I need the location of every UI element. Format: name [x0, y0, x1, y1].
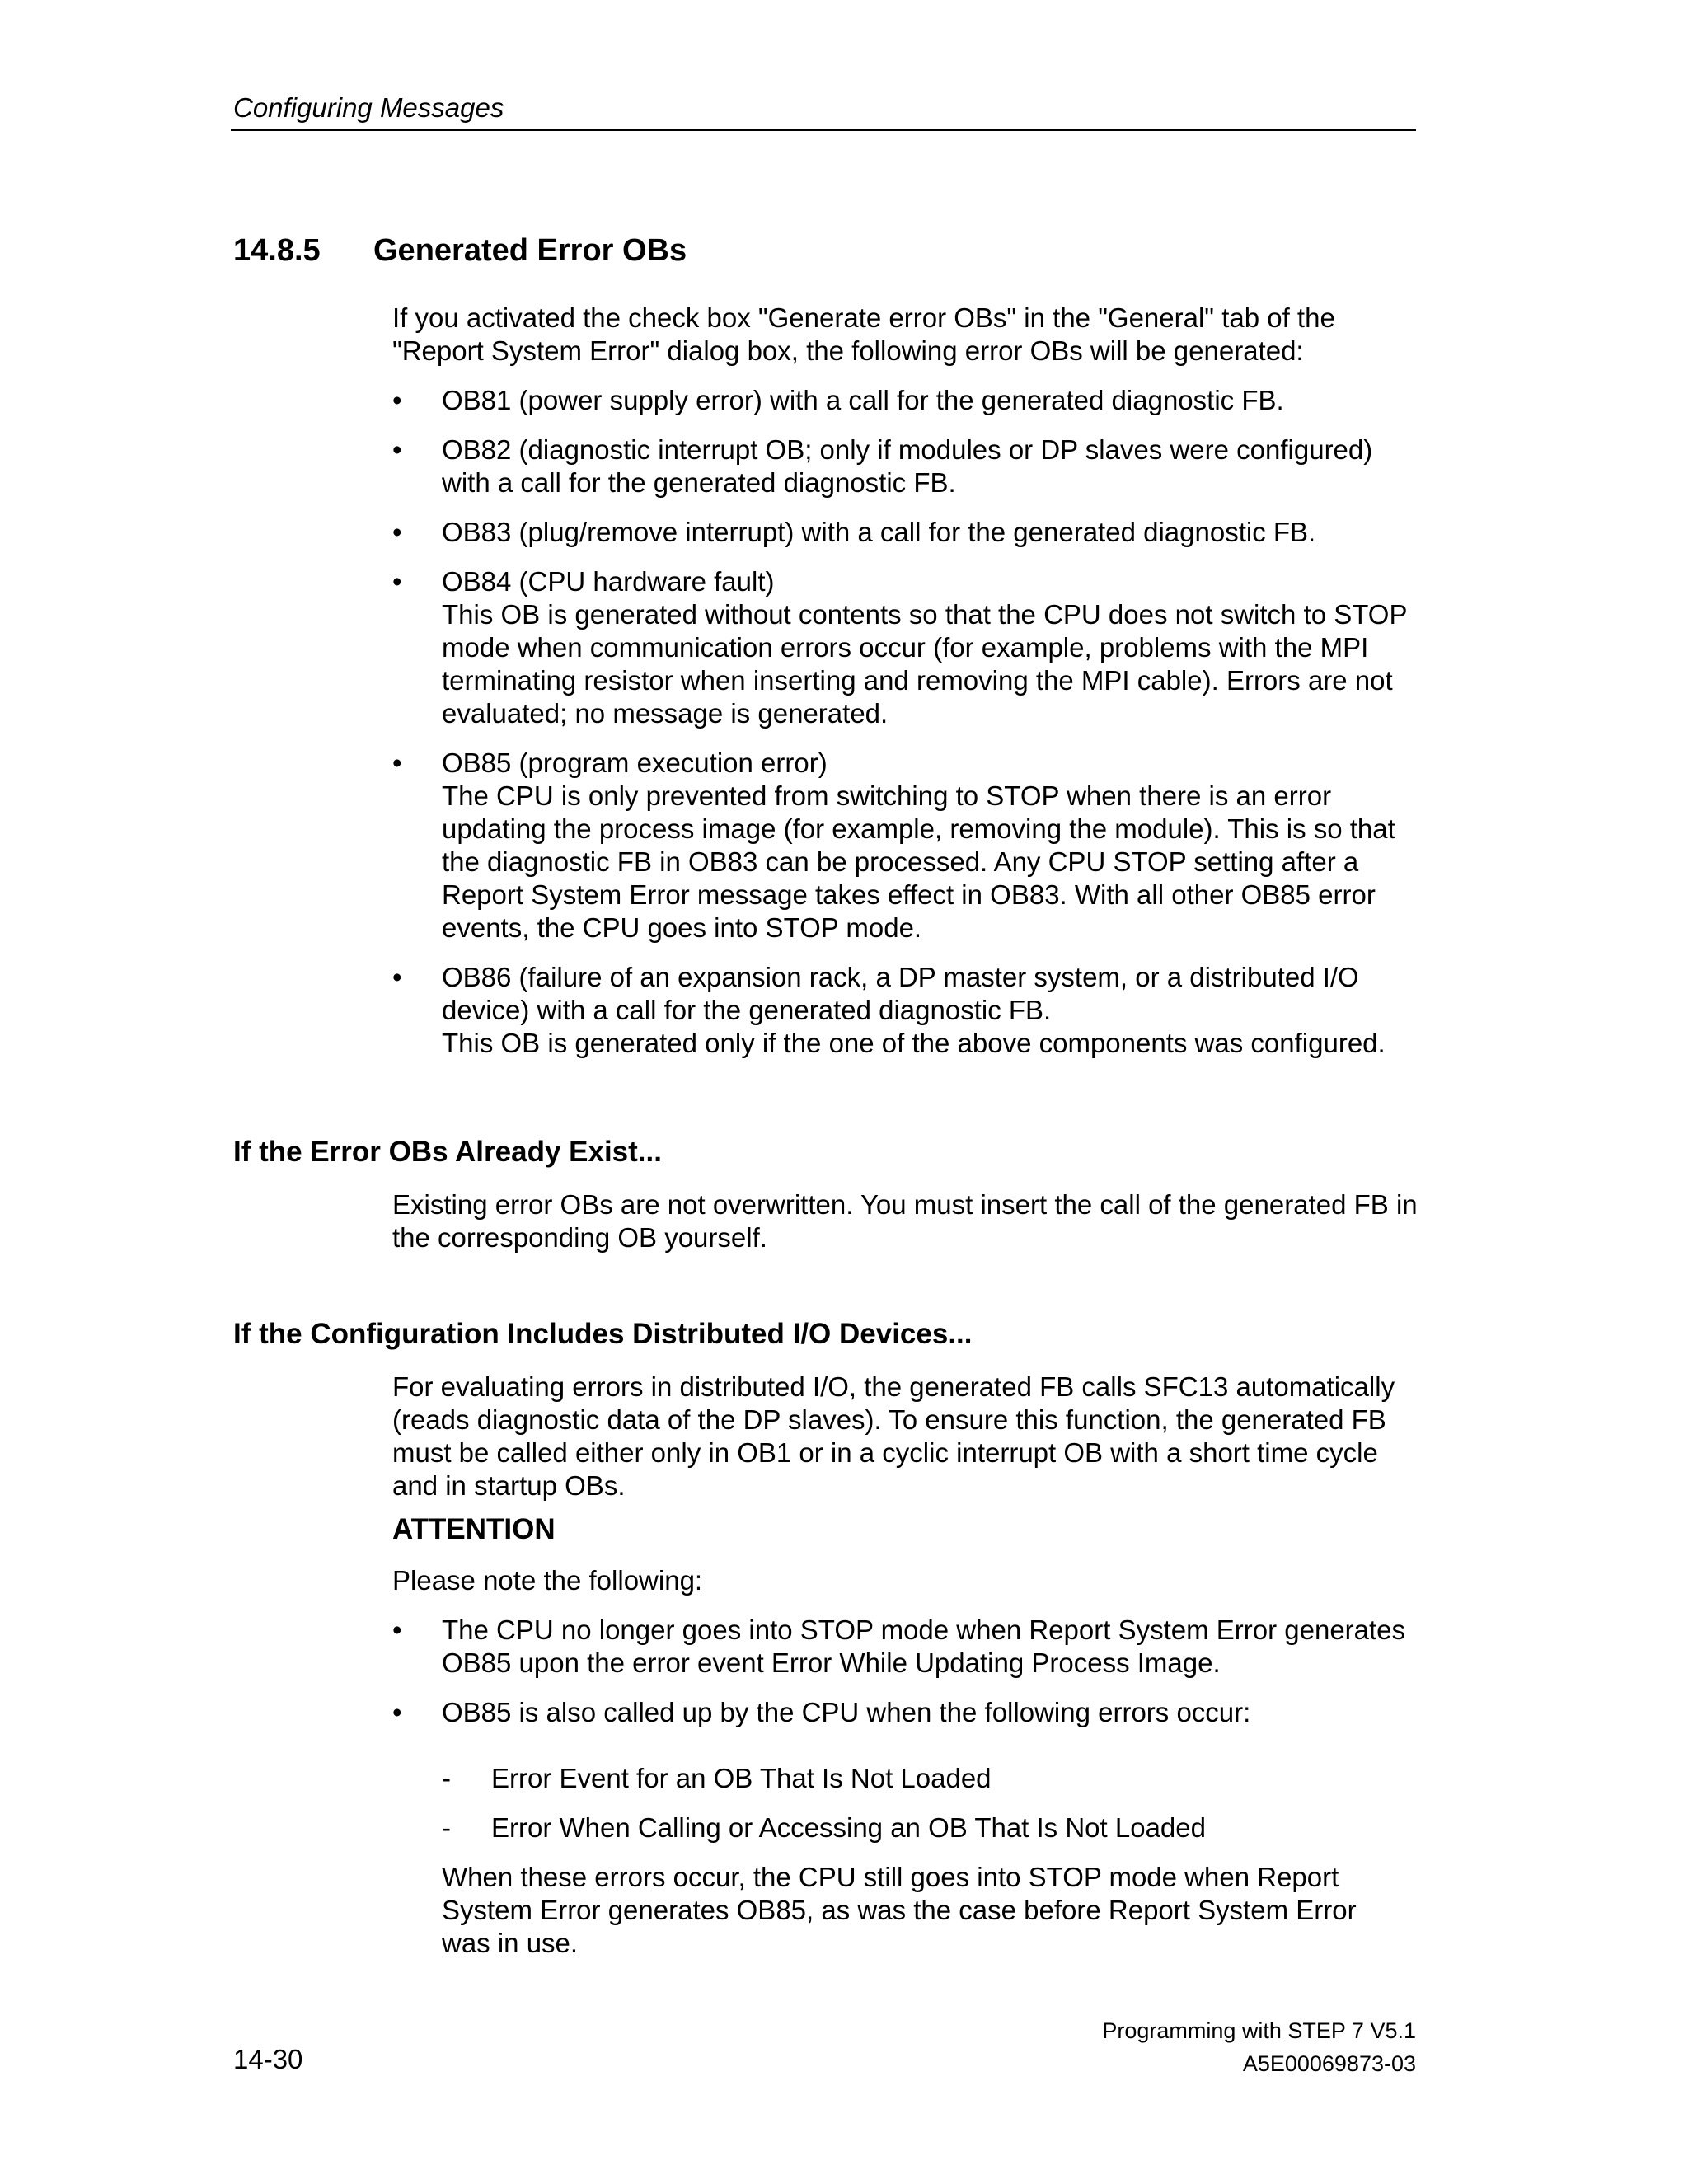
manual-title: Programming with STEP 7 V5.1 — [1102, 2018, 1416, 2043]
dash-icon: - — [442, 1763, 451, 1793]
list-item-detail: The CPU is only prevented from switching to STOP when there is an error updating the process image (for example, removing the module). This is so that the diagnostic FB in OB83 can be processed. Any CPU STOP setting after a Report System Error message takes effect in OB83. With all other OB85 error events, the CPU goes into STOP mode. — [442, 780, 1395, 943]
list-item — [392, 565, 1423, 730]
exist-text: Existing error OBs are not overwritten. You must insert the call of the generated FB in the corresponding OB yourself. — [392, 1189, 1418, 1253]
section-heading — [233, 233, 687, 269]
list-item-text: OB81 (power supply error) with a call for the generated diagnostic FB. — [442, 385, 1284, 415]
bullet-icon: • — [392, 748, 402, 778]
list-item-detail: This OB is generated without contents so that the CPU does not switch to STOP mode when communication errors occur (for example, problems with the MPI terminating resistor when inserting and removing the MPI cable). Errors are not evaluated; no message is generated. — [442, 599, 1407, 729]
distributed-text: For evaluating errors in distributed I/O, the generated FB calls SFC13 automatically (reads diagnostic data of the DP slaves). To ensure this function, the generated FB must be called either only in OB1 or in a cyclic interrupt OB with a short time cycle and in startup OBs. — [392, 1371, 1395, 1501]
list-item-text: OB85 (program execution error) — [442, 748, 828, 778]
list-item-text: OB85 is also called up by the CPU when the following errors occur: — [442, 1697, 1251, 1727]
bullet-icon: • — [392, 1697, 402, 1727]
header-divider — [231, 129, 1416, 131]
attention-label: ATTENTION — [392, 1513, 556, 1545]
bullet-icon: • — [392, 962, 402, 992]
attention-list — [392, 1614, 1423, 1746]
error-ob-list — [392, 384, 1423, 1076]
list-item-text: The CPU no longer goes into STOP mode when Report System Error generates OB85 upon the error event Error While Updating Process Image. — [442, 1615, 1406, 1678]
section-number: 14.8.5 — [233, 233, 321, 268]
list-item — [392, 1614, 1423, 1680]
page-number: 14-30 — [233, 2044, 303, 2074]
list-item — [392, 516, 1423, 549]
bullet-icon: • — [392, 517, 402, 547]
subheading-exist: If the Error OBs Already Exist... — [233, 1136, 662, 1168]
footer-info — [1102, 2014, 1416, 2080]
list-item — [392, 747, 1423, 944]
bullet-icon: • — [392, 566, 402, 597]
list-item-text: OB84 (CPU hardware fault) — [442, 566, 775, 597]
bullet-icon: • — [392, 385, 402, 415]
list-item — [392, 434, 1423, 499]
section-title: Generated Error OBs — [373, 233, 687, 268]
error-dash-list — [442, 1762, 1414, 1861]
document-id: A5E00069873-03 — [1242, 2051, 1416, 2076]
bullet-icon: • — [392, 434, 402, 465]
list-item-text: Error When Calling or Accessing an OB That Is Not Loaded — [491, 1812, 1206, 1843]
list-item-text: OB86 (failure of an expansion rack, a DP master system, or a distributed I/O device) with a call for the generated diagnostic FB. — [442, 962, 1359, 1025]
list-item-text: OB83 (plug/remove interrupt) with a call for the generated diagnostic FB. — [442, 517, 1316, 547]
list-item — [392, 961, 1423, 1060]
list-item — [442, 1762, 1414, 1795]
subheading-distributed: If the Configuration Includes Distributed I/O Devices... — [233, 1318, 973, 1350]
bullet-icon: • — [392, 1615, 402, 1645]
section-intro: If you activated the check box "Generate error OBs" in the "General" tab of the "Report System Error" dialog box, the following error OBs will be generated: — [392, 302, 1335, 366]
list-item-text: Error Event for an OB That Is Not Loaded — [491, 1763, 992, 1793]
note-intro: Please note the following: — [392, 1565, 703, 1596]
dash-icon: - — [442, 1812, 451, 1843]
closing-text: When these errors occur, the CPU still goes into STOP mode when Report System Error generates OB85, as was the case before Report System Error was in use. — [442, 1862, 1357, 1958]
list-item-detail: This OB is generated only if the one of the above components was configured. — [442, 1028, 1386, 1058]
list-item — [442, 1811, 1414, 1844]
list-item-text: OB82 (diagnostic interrupt OB; only if modules or DP slaves were configured) with a call for the generated diagnostic FB. — [442, 434, 1373, 498]
list-item — [392, 1696, 1423, 1729]
list-item — [392, 384, 1423, 417]
running-header: Configuring Messages — [233, 92, 504, 123]
